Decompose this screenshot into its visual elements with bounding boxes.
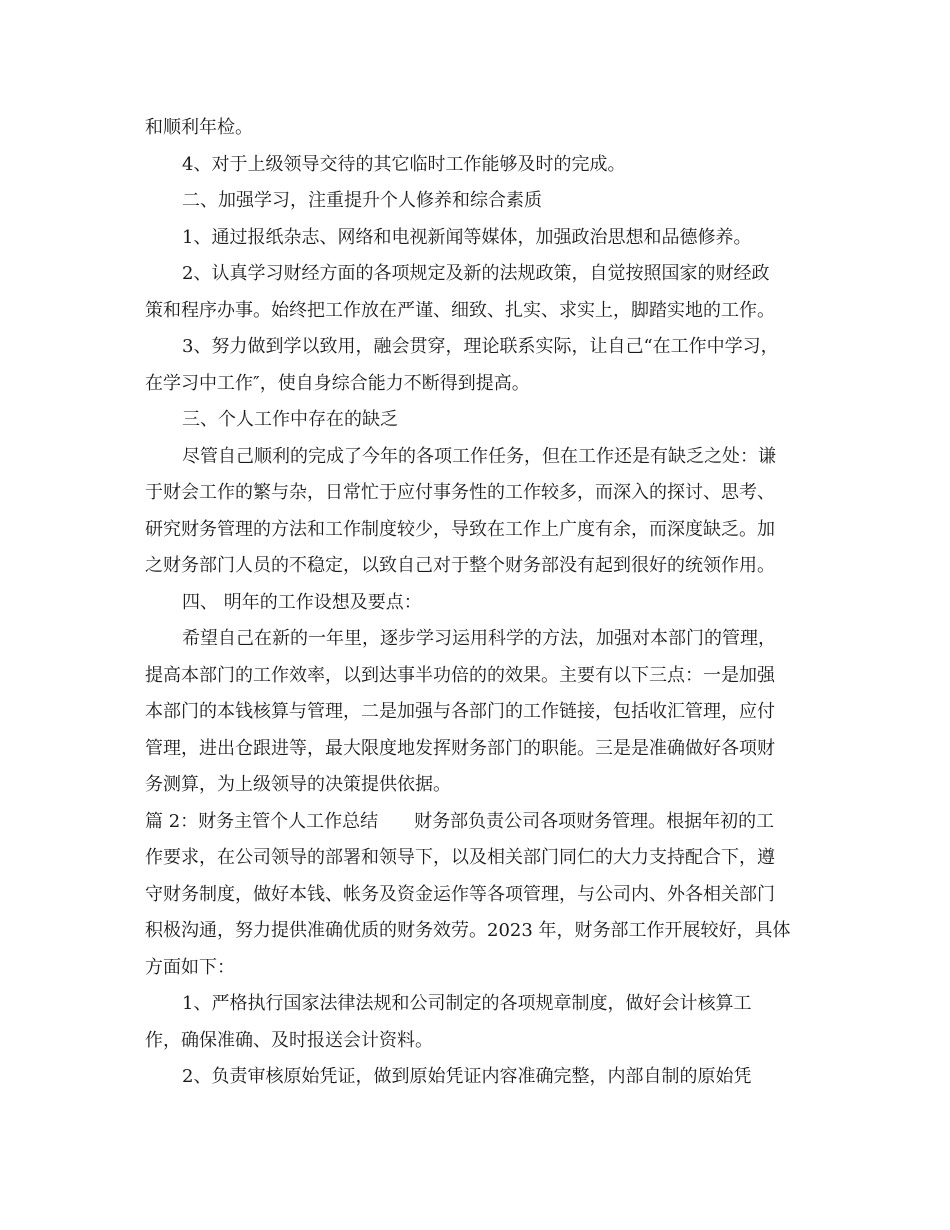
text-line: 策和程序办事。始终把工作放在严谨、细致、扎实、求实上，脚踏实地的工作。 <box>145 299 775 321</box>
text-line: 提高本部门的工作效率，以到达事半功倍的的效果。主要有以下三点：一是加强 <box>145 664 775 686</box>
text-line: 之财务部门人员的不稳定，以致自己对于整个财务部没有起到很好的统领作用。 <box>145 555 775 576</box>
section-heading: 二、加强学习，注重提升个人修养和综合素质 <box>182 190 542 211</box>
text-line: 2、认真学习财经方面的各项规定及新的法规政策，自觉按照国家的财经政 <box>182 263 770 284</box>
section-heading: 三、个人工作中存在的缺乏 <box>182 409 398 430</box>
document-page <box>145 110 805 1096</box>
text-line: 2、负责审核原始凭证，做到原始凭证内容准确完整，内部自制的原始凭 <box>182 1066 752 1087</box>
text-line: 积极沟通，努力提供准确优质的财务效劳。2023 年，财务部工作开展较好，具体 <box>145 920 791 941</box>
text-line: 于财会工作的繁与杂，日常忙于应付事务性的工作较多，而深入的探讨、思考、 <box>145 482 775 503</box>
text-line: 作要求，在公司领导的部署和领导下，以及相关部门同仁的大力支持配合下，遵 <box>145 847 775 868</box>
text-line: 方面如下： <box>145 956 235 978</box>
text-line: 务测算，为上级领导的决策提供依据。 <box>145 774 451 795</box>
text-line: 作，确保准确、及时报送会计资料。 <box>145 1029 433 1051</box>
text-line: 1、通过报纸杂志、网络和电视新闻等媒体，加强政治思想和品德修养。 <box>182 226 752 248</box>
text-line: 研究财务管理的方法和工作制度较少，导致在工作上广度有余，而深度缺乏。加 <box>145 518 775 540</box>
text-line: 3、努力做到学以致用，融会贯穿，理论联系实际，让自己“在工作中学习， <box>182 336 779 357</box>
text-line: 守财务制度，做好本钱、帐务及资金运作等各项管理，与公司内、外各相关部门 <box>145 883 775 905</box>
text-line: 希望自己在新的一年里，逐步学习运用科学的方法，加强对本部门的管理， <box>182 628 776 649</box>
section-heading: 四、 明年的工作设想及要点： <box>182 591 422 613</box>
text-line: 管理，进出仓跟进等，最大限度地发挥财务部门的职能。三是是准确做好各项财 <box>145 737 775 759</box>
text-line: 尽管自己顺利的完成了今年的各项工作任务，但在工作还是有缺乏之处：谦 <box>182 445 776 467</box>
text-line: 和顺利年检。 <box>145 117 253 138</box>
article-title-line: 篇 2：财务主管个人工作总结 财务部负责公司各项财务管理。根据年初的工 <box>145 810 775 832</box>
text-line: 在学习中工作″，使自身综合能力不断得到提高。 <box>145 372 530 394</box>
text-line: 1、严格执行国家法律法规和公司制定的各项规章制度，做好会计核算工 <box>182 993 752 1014</box>
text-line: 本部门的本钱核算与管理，二是加强与各部门的工作链接，包括收汇管理，应付 <box>145 701 775 722</box>
text-line: 4、对于上级领导交待的其它临时工作能够及时的完成。 <box>182 153 626 175</box>
